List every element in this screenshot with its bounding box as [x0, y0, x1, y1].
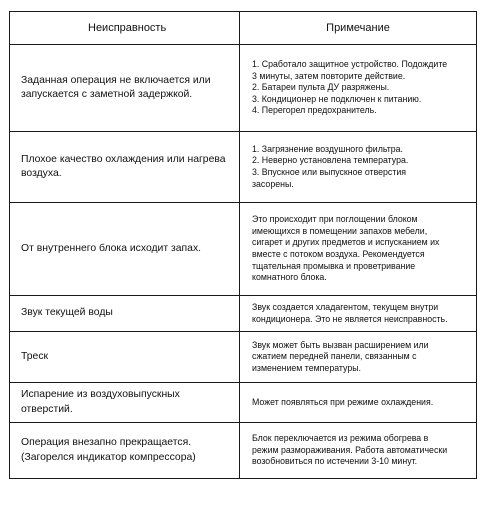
issue-cell [10, 296, 240, 332]
issue-text-line: Плохое качество охлаждения или нагрева [21, 153, 226, 165]
note-text-line: Это происходит при поглощении блоком [252, 214, 418, 225]
note-text-line: 3. Впускное или выпускное отверстия [252, 167, 407, 177]
issue-text-line: отверстий. [21, 403, 73, 415]
note-text-line: 2. Неверно установлена температура. [252, 155, 409, 166]
note-text-line: 3. Кондиционер не подключен к питанию. [252, 93, 422, 104]
issue-text-line: запускается с заметной задержкой. [21, 89, 193, 100]
issue-cell [10, 383, 240, 423]
note-cell [240, 296, 477, 332]
header-note: Примечание [240, 12, 477, 45]
issue-cell [10, 45, 240, 132]
issue-text-line: От внутреннего блока исходит запах. [21, 242, 202, 254]
table-header-row [10, 12, 477, 45]
issue-text-line: Испарение из воздуховыпускных [21, 389, 180, 400]
note-text-line: имеющихся в помещении запахов мебели, [252, 225, 428, 236]
table-row [10, 423, 477, 479]
note-text-line: вместе с потоком воздуха. Рекомендуется [252, 249, 425, 259]
issue-cell [10, 423, 240, 479]
note-text-line: 1. Загрязнение воздушного фильтра. [252, 143, 403, 154]
note-text-line: Звук создается хладагентом, текущем внутри [252, 301, 439, 312]
note-text-line: тщательная промывка и проветривание [252, 260, 416, 271]
issue-text-line: (Загорелся индикатор компрессора) [21, 451, 196, 463]
note-cell [240, 45, 477, 132]
header-issue: Неисправность [10, 12, 240, 45]
note-cell [240, 423, 477, 479]
note-text-line: возобновиться по истечении 3-10 минут. [252, 456, 418, 467]
note-text-line: изменением температуры. [252, 362, 361, 373]
note-text-line: Звук может быть вызван расширением или [252, 339, 429, 350]
note-text-line: 2. Батареи пульта ДУ разряжены. [252, 82, 390, 93]
note-text-line: сжатием передней панели, связанным с [252, 351, 417, 362]
issue-text-line: Треск [21, 350, 49, 362]
note-cell [240, 132, 477, 203]
note-cell [240, 203, 477, 296]
table-row [10, 383, 477, 423]
note-text-line: Блок переключается из режима обогрева в [252, 433, 429, 444]
table-row [10, 203, 477, 296]
troubleshooting-table [9, 11, 477, 479]
issue-cell [10, 332, 240, 383]
note-text-line: сигарет и других предметов и испусканием их [252, 237, 440, 248]
table-row [10, 332, 477, 383]
issue-text-line: воздуха. [21, 168, 62, 179]
issue-cell [10, 132, 240, 203]
note-cell [240, 332, 477, 383]
note-text-line: комнатного блока. [252, 272, 327, 283]
table-row [10, 45, 477, 132]
note-text-line: 3 минуты, затем повторите действие. [252, 70, 406, 81]
note-text-line: засорены. [252, 178, 294, 189]
table-row [10, 296, 477, 332]
note-cell [240, 383, 477, 423]
issue-text-line: Операция внезапно прекращается. [21, 437, 192, 448]
note-text-line: кондиционера. Это не является неисправность. [252, 313, 448, 324]
note-text-line: 4. Перегорел предохранитель. [252, 105, 377, 116]
note-text-line: Может появляться при режиме охлаждения. [252, 396, 434, 407]
note-text-line: режим размораживания. Работа автоматически [252, 444, 448, 455]
note-text-line: 1. Сработало защитное устройство. Подождите [252, 59, 448, 70]
issue-cell [10, 203, 240, 296]
issue-text-line: Заданная операция не включается или [21, 74, 211, 86]
issue-text-line: Звук текущей воды [21, 307, 113, 319]
table-row [10, 132, 477, 203]
